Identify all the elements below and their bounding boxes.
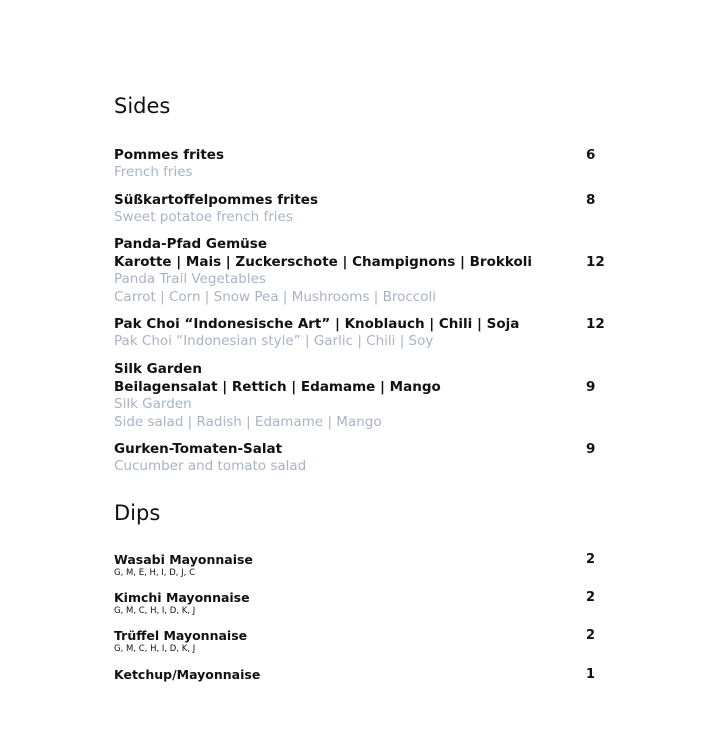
side-item	[114, 235, 614, 306]
side-item-price: 9	[586, 441, 596, 457]
side-item-translation: Sweet potatoe french fries	[114, 209, 293, 225]
side-item-name: Silk Garden	[114, 361, 202, 377]
dips-heading: Dips	[114, 501, 161, 525]
side-item-name: Pommes frites	[114, 147, 224, 163]
dip-item-name: Wasabi Mayonnaise	[114, 552, 253, 567]
side-item-ingredients: Beilagensalat | Rettich | Edamame | Mango	[114, 379, 441, 395]
side-item-name: Gurken-Tomaten-Salat	[114, 441, 283, 457]
side-item-translation: Silk Garden	[114, 396, 192, 412]
side-item	[114, 440, 614, 476]
side-item-translation: Panda Trail Vegetables	[114, 271, 266, 287]
side-item-price: 6	[586, 147, 596, 163]
side-item-name: Süßkartoffelpommes frites	[114, 192, 319, 208]
dip-item-name: Ketchup/Mayonnaise	[114, 667, 261, 682]
side-item-price: 9	[586, 379, 596, 395]
dip-item-price: 1	[586, 667, 596, 682]
side-item-price: 12	[586, 316, 605, 332]
sides-heading: Sides	[114, 94, 171, 118]
dip-item	[114, 552, 614, 578]
side-item-name: Panda-Pfad Gemüse	[114, 236, 267, 252]
dip-item-allergens: G, M, C, H, I, D, K, J	[114, 606, 196, 616]
side-item-price: 8	[586, 192, 596, 208]
side-item-ingredients-translation: Side salad | Radish | Edamame | Mango	[114, 413, 382, 430]
side-item	[114, 360, 614, 431]
side-item	[114, 146, 614, 182]
dip-item	[114, 628, 614, 654]
dip-item-name: Kimchi Mayonnaise	[114, 590, 250, 605]
side-item	[114, 191, 614, 227]
side-item-ingredients: Karotte | Mais | Zuckerschote | Champignons | Brokkoli	[114, 254, 532, 270]
dip-item-name: Trüffel Mayonnaise	[114, 628, 248, 643]
side-item-ingredients-translation: Carrot | Corn | Snow Pea | Mushrooms | Broccoli	[114, 288, 436, 305]
dip-item-price: 2	[586, 590, 596, 605]
side-item-translation: Cucumber and tomato salad	[114, 458, 307, 474]
dip-item	[114, 667, 614, 683]
dip-item	[114, 590, 614, 616]
dip-item-price: 2	[586, 628, 596, 643]
dip-item-allergens: G, M, C, H, I, D, K, J	[114, 644, 196, 654]
side-item-price: 12	[586, 254, 605, 270]
dip-item-price: 2	[586, 552, 596, 567]
side-item-translation: Pak Choi “Indonesian style” | Garlic | Chili | Soy	[114, 333, 434, 349]
side-item	[114, 315, 614, 351]
side-item-name: Pak Choi “Indonesische Art” | Knoblauch | Chili | Soja	[114, 316, 520, 332]
side-item-translation: French fries	[114, 164, 193, 180]
dip-item-allergens: G, M, E, H, I, D, J, C	[114, 568, 196, 578]
